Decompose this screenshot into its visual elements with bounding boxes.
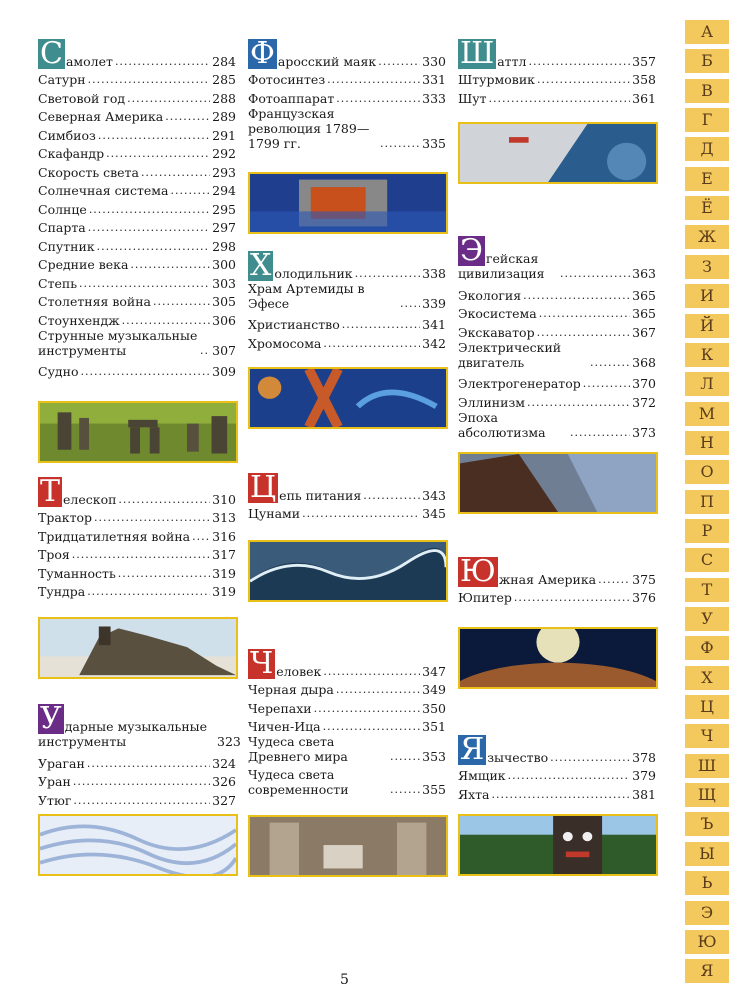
- toc-entry[interactable]: Симбиоз ..... 291: [38, 124, 236, 143]
- alphabet-tab[interactable]: Ё: [685, 196, 729, 220]
- toc-entry[interactable]: Тундра ..... 319: [38, 581, 236, 600]
- toc-entry[interactable]: Юпитер ..... 376: [458, 587, 656, 606]
- alphabet-tab[interactable]: Ъ: [685, 812, 729, 836]
- toc-entry[interactable]: Солнечная система ..... 294: [38, 180, 236, 199]
- toc-entry[interactable]: Сатурн ..... 285: [38, 69, 236, 88]
- toc-entry[interactable]: Ураган ..... 324: [38, 752, 236, 771]
- alphabet-tab[interactable]: Я: [685, 959, 729, 983]
- totem-pole-image: [458, 814, 658, 876]
- toc-entry[interactable]: Степь ..... 303: [38, 272, 236, 291]
- toc-entry[interactable]: Чудеса света Древнего мира ..... 353: [248, 734, 446, 764]
- toc-entry[interactable]: Храм Артемиды в Эфесе ..... 339: [248, 281, 446, 311]
- toc-entry[interactable]: У дарные музыкальные инструменты 323: [38, 701, 241, 749]
- toc-entry[interactable]: Фотосинтез ..... 331: [248, 69, 446, 88]
- alphabet-tab[interactable]: Ь: [685, 871, 729, 895]
- alphabet-tab[interactable]: Э: [685, 901, 729, 925]
- toc-entry[interactable]: Чичен-Ица ..... 351: [248, 716, 446, 735]
- toc-entry[interactable]: Ф аросский маяк ..... 330: [248, 50, 446, 69]
- alphabet-tab[interactable]: Ц: [685, 695, 729, 719]
- alphabet-tab[interactable]: Р: [685, 519, 729, 543]
- section-sh: [458, 35, 656, 106]
- toc-entry[interactable]: Ч еловек ..... 347: [248, 660, 446, 679]
- section-letter: С: [40, 35, 63, 71]
- toc-entry[interactable]: Стоунхендж ..... 306: [38, 309, 236, 328]
- trojan-horse-image: [38, 617, 238, 679]
- chichen-itza-image: [248, 815, 448, 877]
- alphabet-tab[interactable]: Д: [685, 137, 729, 161]
- alphabet-tab[interactable]: К: [685, 343, 729, 367]
- section-t: [38, 473, 236, 599]
- toc-entry[interactable]: Столетняя война ..... 305: [38, 291, 236, 310]
- toc-entry[interactable]: Цунами ..... 345: [248, 503, 446, 522]
- section-letter: Ф: [250, 35, 275, 71]
- toc-entry[interactable]: Северная Америка ..... 289: [38, 106, 236, 125]
- toc-entry[interactable]: Туманность ..... 319: [38, 562, 236, 581]
- toc-entry[interactable]: Черепахи ..... 350: [248, 697, 446, 716]
- section-letter: Ю: [460, 553, 496, 589]
- alphabet-tab[interactable]: Г: [685, 108, 729, 132]
- section-letter: Э: [460, 233, 483, 268]
- toc-entry[interactable]: Солнце ..... 295: [38, 198, 236, 217]
- page-number: 5: [340, 972, 349, 988]
- toc-entry[interactable]: Шут ..... 361: [458, 87, 656, 106]
- section-letter: Я: [460, 731, 485, 767]
- toc-entry[interactable]: Экскаватор ..... 367: [458, 321, 656, 340]
- toc-entry[interactable]: Струнные музыкальные инструменты ..... 307: [38, 328, 236, 358]
- toc-entry[interactable]: Экосистема ..... 365: [458, 303, 656, 322]
- alphabet-tab[interactable]: С: [685, 548, 729, 572]
- toc-entry[interactable]: Средние века ..... 300: [38, 254, 236, 273]
- alphabet-tab[interactable]: М: [685, 402, 729, 426]
- alphabet-tab[interactable]: Ч: [685, 724, 729, 748]
- alphabet-tab[interactable]: Ш: [685, 754, 729, 778]
- space-shuttle-image: [458, 122, 658, 184]
- toc-entry[interactable]: Штурмовик ..... 358: [458, 69, 656, 88]
- chromosome-image: [248, 367, 448, 429]
- alphabet-tab[interactable]: Т: [685, 578, 729, 602]
- alphabet-tab[interactable]: У: [685, 607, 729, 631]
- toc-entry[interactable]: Фотоаппарат ..... 333: [248, 87, 446, 106]
- toc-entry[interactable]: Уран ..... 326: [38, 771, 236, 790]
- toc-entry[interactable]: Электрический двигатель ..... 368: [458, 340, 656, 370]
- section-f: [248, 35, 446, 154]
- section-letter: Т: [40, 473, 61, 509]
- section-ts: [248, 469, 446, 521]
- toc-entry[interactable]: Я зычество ..... 378: [458, 746, 656, 765]
- toc-entry[interactable]: Ц епь питания ..... 343: [248, 484, 446, 503]
- toc-entry[interactable]: Хромосома ..... 342: [248, 332, 446, 351]
- toc-entry[interactable]: Электрогенератор ..... 370: [458, 373, 656, 392]
- alphabet-tab[interactable]: О: [685, 460, 729, 484]
- toc-entry[interactable]: Световой год ..... 288: [38, 87, 236, 106]
- toc-entry[interactable]: Спутник ..... 298: [38, 235, 236, 254]
- toc-entry[interactable]: Судно ..... 309: [38, 361, 236, 380]
- section-ch: [248, 645, 446, 800]
- alphabet-tab[interactable]: П: [685, 490, 729, 514]
- toc-entry[interactable]: Т елескоп ..... 310: [38, 488, 236, 507]
- section-yu: [458, 553, 656, 605]
- toc-entry[interactable]: Э гейская цивилизация ..... 363: [458, 236, 656, 281]
- toc-entry[interactable]: Эллинизм ..... 372: [458, 391, 656, 410]
- alphabet-tab[interactable]: И: [685, 284, 729, 308]
- section-letter: Ч: [250, 645, 274, 681]
- alphabet-tab[interactable]: Щ: [685, 783, 729, 807]
- alphabet-tab[interactable]: А: [685, 20, 729, 44]
- toc-entry[interactable]: Х олодильник ..... 338: [248, 262, 446, 281]
- section-letter: Ш: [460, 35, 495, 71]
- alphabet-tab[interactable]: Е: [685, 167, 729, 191]
- toc-entry[interactable]: Христианство ..... 341: [248, 314, 446, 333]
- toc-entry[interactable]: Черная дыра ..... 349: [248, 679, 446, 698]
- toc-entry[interactable]: Экология ..... 365: [458, 284, 656, 303]
- section-letter: Х: [250, 247, 272, 283]
- toc-entry[interactable]: Утюг ..... 327: [38, 789, 236, 808]
- alphabet-tab[interactable]: З: [685, 255, 729, 279]
- toc-entry[interactable]: С амолет ..... 284: [38, 50, 236, 69]
- toc-entry[interactable]: Чудеса света современности ..... 355: [248, 767, 446, 797]
- toc-entry[interactable]: Французская революция 1789—1799 гг. ..... 335: [248, 106, 446, 151]
- section-e: [458, 233, 656, 443]
- alphabet-tab[interactable]: Н: [685, 431, 729, 455]
- camera-sensor-image: [248, 172, 448, 234]
- jupiter-image: [458, 627, 658, 689]
- alphabet-tab[interactable]: Й: [685, 314, 729, 338]
- excavator-image: [458, 452, 658, 514]
- section-ya: [458, 731, 656, 802]
- alphabet-tab[interactable]: Х: [685, 666, 729, 690]
- alphabet-tab[interactable]: Ф: [685, 636, 729, 660]
- stonehenge-image: [38, 401, 238, 463]
- alphabet-tab[interactable]: Л: [685, 372, 729, 396]
- shirt-fabric-image: [38, 814, 238, 876]
- toc-entry[interactable]: Эпоха абсолютизма ..... 373: [458, 410, 656, 440]
- section-letter: У: [40, 701, 62, 736]
- alphabet-tab[interactable]: Ю: [685, 930, 729, 954]
- alphabet-tab[interactable]: Ж: [685, 225, 729, 249]
- tsunami-wave-image: [248, 540, 448, 602]
- toc-entry[interactable]: Ш аттл ..... 357: [458, 50, 656, 69]
- alphabet-tab[interactable]: Ы: [685, 842, 729, 866]
- section-u: [38, 701, 241, 808]
- toc-entry[interactable]: Скорость света ..... 293: [38, 161, 236, 180]
- section-letter: Ц: [250, 469, 277, 505]
- toc-entry[interactable]: Трактор ..... 313: [38, 507, 236, 526]
- toc-entry[interactable]: Ю жная Америка ..... 375: [458, 568, 656, 587]
- section-s: [38, 35, 236, 379]
- toc-entry[interactable]: Тридцатилетняя война ..... 316: [38, 525, 236, 544]
- toc-entry[interactable]: Ямщик ..... 379: [458, 765, 656, 784]
- toc-entry[interactable]: Спарта ..... 297: [38, 217, 236, 236]
- toc-entry[interactable]: Троя ..... 317: [38, 544, 236, 563]
- toc-entry[interactable]: Яхта ..... 381: [458, 783, 656, 802]
- alphabet-tab[interactable]: В: [685, 79, 729, 103]
- section-h: [248, 247, 446, 351]
- toc-entry[interactable]: Скафандр ..... 292: [38, 143, 236, 162]
- alphabet-tab[interactable]: Б: [685, 49, 729, 73]
